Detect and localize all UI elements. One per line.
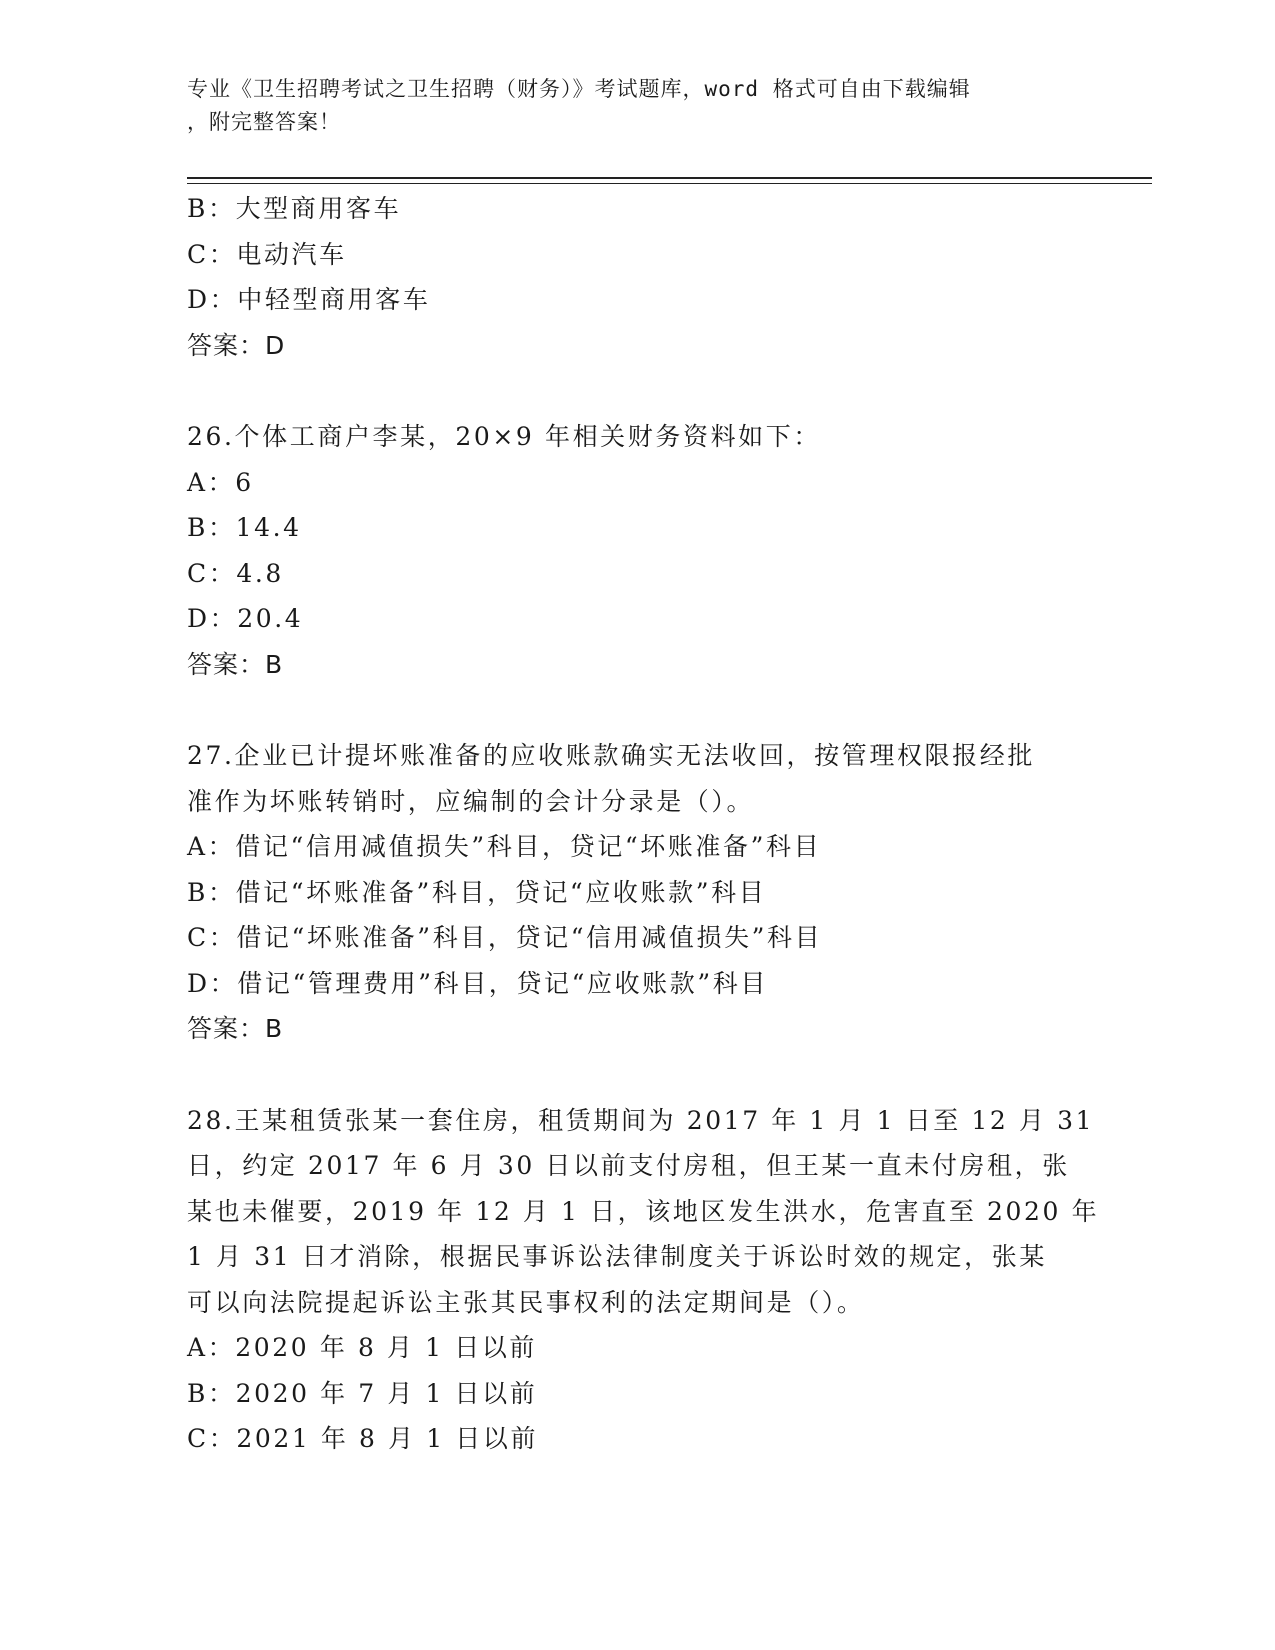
header-divider-thin bbox=[187, 183, 1152, 184]
answer: 答案：D bbox=[187, 330, 286, 360]
option-c: C：4.8 bbox=[187, 558, 284, 588]
question-27 bbox=[187, 733, 1087, 1052]
question-stem-line-5: 可以向法院提起诉讼主张其民事权利的法定期间是（）。 bbox=[187, 1287, 865, 1317]
option-c: C：电动汽车 bbox=[187, 239, 347, 269]
option-d: D：20.4 bbox=[187, 604, 304, 633]
option-b: B：14.4 bbox=[187, 513, 302, 542]
option-a: A：借记“信用减值损失”科目，贷记“坏账准备”科目 bbox=[187, 832, 822, 861]
option-b: B：大型商用客车 bbox=[187, 194, 402, 223]
answer: 答案：B bbox=[187, 649, 284, 679]
header-line-2: ，附完整答案！ bbox=[187, 110, 341, 134]
question-stem-line-2: 准作为坏账转销时，应编制的会计分录是（）。 bbox=[187, 786, 755, 816]
option-d: D：中轻型商用客车 bbox=[187, 285, 431, 314]
header-line-1: 专业《卫生招聘考试之卫生招聘（财务）》考试题库，word 格式可自由下载编辑 bbox=[187, 77, 971, 101]
spacer bbox=[187, 1052, 1087, 1098]
option-a: A：2020 年 8 月 1 日以前 bbox=[187, 1333, 538, 1362]
question-stem-line-1: 28.王某租赁张某一套住房，租赁期间为 2017 年 1 月 1 日至 12 月 31 bbox=[187, 1105, 1095, 1135]
question-25 bbox=[187, 186, 1087, 368]
option-c: C：2021 年 8 月 1 日以前 bbox=[187, 1424, 539, 1453]
question-stem-line-2: 日，约定 2017 年 6 月 30 日以前支付房租，但王某一直未付房租，张 bbox=[187, 1151, 1070, 1180]
document-header bbox=[187, 73, 1067, 139]
option-a: A：6 bbox=[187, 467, 254, 497]
question-list bbox=[187, 186, 1100, 1462]
question-stem-line-1: 27.企业已计提坏账准备的应收账款确实无法收回，按管理权限报经批 bbox=[187, 741, 1035, 770]
spacer bbox=[187, 368, 1087, 414]
header-divider-thick bbox=[187, 177, 1152, 179]
answer: 答案：B bbox=[187, 1014, 284, 1043]
question-26 bbox=[187, 414, 1087, 687]
spacer bbox=[187, 687, 1087, 733]
option-b: B：借记“坏账准备”科目，贷记“应收账款”科目 bbox=[187, 877, 767, 907]
question-stem-line-4: 1 月 31 日才消除，根据民事诉讼法律制度关于诉讼时效的规定，张某 bbox=[187, 1242, 1047, 1271]
option-b: B：2020 年 7 月 1 日以前 bbox=[187, 1378, 538, 1408]
question-28 bbox=[187, 1098, 1100, 1462]
question-stem: 26.个体工商户李某，20×9 年相关财务资料如下： bbox=[187, 422, 821, 451]
option-c: C：借记“坏账准备”科目，贷记“信用减值损失”科目 bbox=[187, 923, 823, 952]
question-stem-line-3: 某也未催要，2019 年 12 月 1 日，该地区发生洪水，危害直至 2020 年 bbox=[187, 1196, 1100, 1226]
option-d: D：借记“管理费用”科目，贷记“应收账款”科目 bbox=[187, 968, 768, 998]
